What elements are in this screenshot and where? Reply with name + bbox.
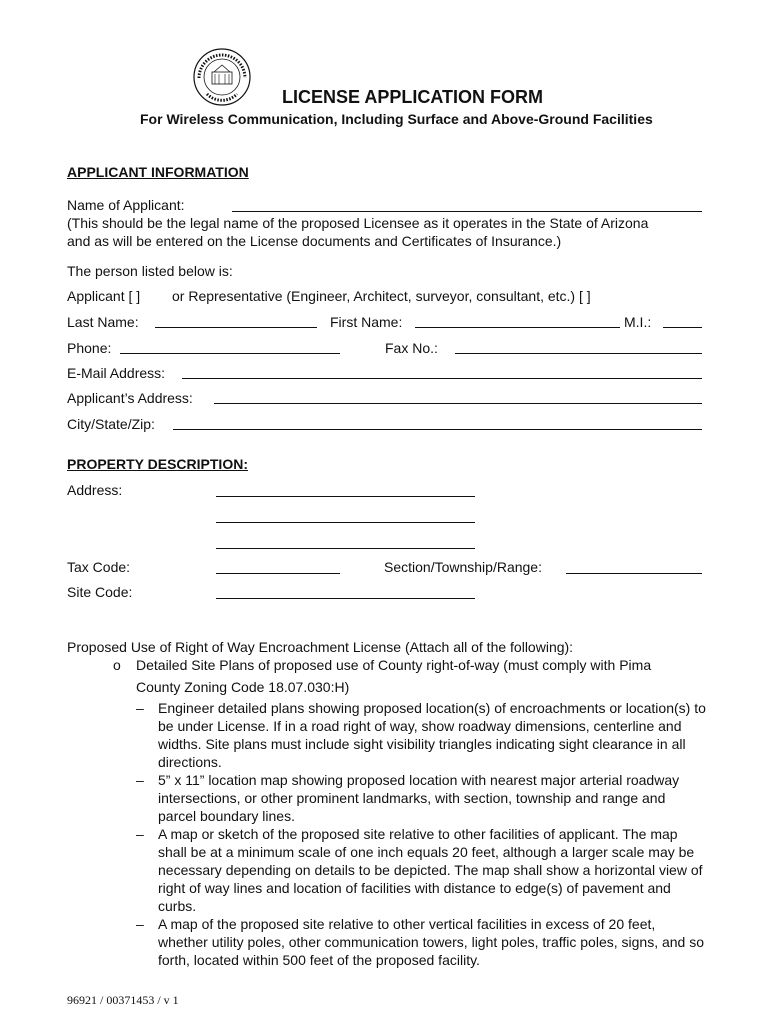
sub-item-engineer-plans: Engineer detailed plans showing proposed location(s) of encroachments or location(s) to be under License. If in a road right of way, show roadway dimensions, centerline and widths. Site plans must include sight visibility triangles indicating sight clearance in all directions. — [158, 700, 706, 770]
middle-initial-field[interactable] — [663, 327, 702, 328]
dash-bullet: – — [136, 772, 144, 788]
email-label: E-Mail Address: — [67, 365, 166, 381]
tax-code-field[interactable] — [216, 573, 340, 574]
circle-bullet: o — [113, 657, 121, 673]
sub-item-site-sketch: A map or sketch of the proposed site relative to other facilities of applicant. The map shall be at a minimum scale of one inch equals 20 feet, although a larger scale may be necessary depending on details to be depicted. The map shall show a horizontal view of right of way lines and location of facilities with distance to edge(s) of pavement and curbs. — [158, 826, 703, 914]
fax-field[interactable] — [455, 353, 702, 354]
legal-name-note-line2: and as will be entered on the License documents and Certificates of Insurance.) — [67, 233, 562, 249]
city-state-zip-field[interactable] — [173, 429, 702, 430]
last-name-label: Last Name: — [67, 314, 139, 330]
email-field[interactable] — [182, 378, 702, 379]
applicant-name-field[interactable] — [232, 211, 702, 212]
legal-name-note-line1: (This should be the legal name of the proposed Licensee as it operates in the State of Arizona — [67, 215, 649, 231]
section-township-range-field[interactable] — [566, 573, 702, 574]
applicant-checkbox-option[interactable]: Applicant [ ] — [67, 288, 141, 304]
dash-bullet: – — [136, 826, 144, 842]
proposed-use-intro: Proposed Use of Right of Way Encroachment License (Attach all of the following): — [67, 639, 574, 655]
county-seal-logo — [193, 48, 251, 106]
dash-bullet: – — [136, 916, 144, 932]
form-subtitle: For Wireless Communication, Including Surface and Above-Ground Facilities — [140, 111, 653, 127]
fax-label: Fax No.: — [385, 340, 438, 356]
property-description-heading: PROPERTY DESCRIPTION: — [67, 456, 248, 472]
section-township-range-label: Section/Township/Range: — [384, 559, 542, 575]
dash-bullet: – — [136, 700, 144, 716]
site-plans-item-line2: County Zoning Code 18.07.030:H) — [136, 679, 350, 695]
property-address-field-1[interactable] — [216, 496, 475, 497]
site-code-field[interactable] — [216, 598, 475, 599]
last-name-field[interactable] — [155, 327, 317, 328]
tax-code-label: Tax Code: — [67, 559, 131, 575]
site-plans-item-line1: Detailed Site Plans of proposed use of County right-of-way (must comply with Pima — [136, 657, 652, 673]
representative-checkbox-option[interactable]: or Representative (Engineer, Architect, surveyor, consultant, etc.) [ ] — [172, 288, 591, 304]
city-state-zip-label: City/State/Zip: — [67, 416, 155, 432]
site-code-label: Site Code: — [67, 584, 133, 600]
property-address-label: Address: — [67, 482, 123, 498]
applicant-info-heading: APPLICANT INFORMATION — [67, 164, 249, 180]
phone-field[interactable] — [120, 353, 340, 354]
sub-item-vertical-facilities: A map of the proposed site relative to other vertical facilities in excess of 20 feet, whether utility poles, other communication towers, light poles, traffic poles, signs, and so forth, located within 500 feet of the proposed facility. — [158, 916, 705, 968]
document-id-footer: 96921 / 00371453 / v 1 — [67, 993, 179, 1007]
form-title: LICENSE APPLICATION FORM — [282, 87, 543, 107]
phone-label: Phone: — [67, 340, 112, 356]
person-listed-label: The person listed below is: — [67, 263, 233, 279]
first-name-field[interactable] — [415, 327, 620, 328]
sub-item-location-map: 5” x 11” location map showing proposed location with nearest major arterial roadway intersections, or other prominent landmarks, with section, township and range and parcel boundary lines. — [158, 772, 680, 824]
applicant-address-field[interactable] — [214, 403, 702, 404]
property-address-field-3[interactable] — [216, 548, 475, 549]
middle-initial-label: M.I.: — [624, 314, 652, 330]
first-name-label: First Name: — [330, 314, 403, 330]
property-address-field-2[interactable] — [216, 522, 475, 523]
applicant-address-label: Applicant’s Address: — [67, 390, 193, 406]
applicant-name-label: Name of Applicant: — [67, 197, 185, 213]
